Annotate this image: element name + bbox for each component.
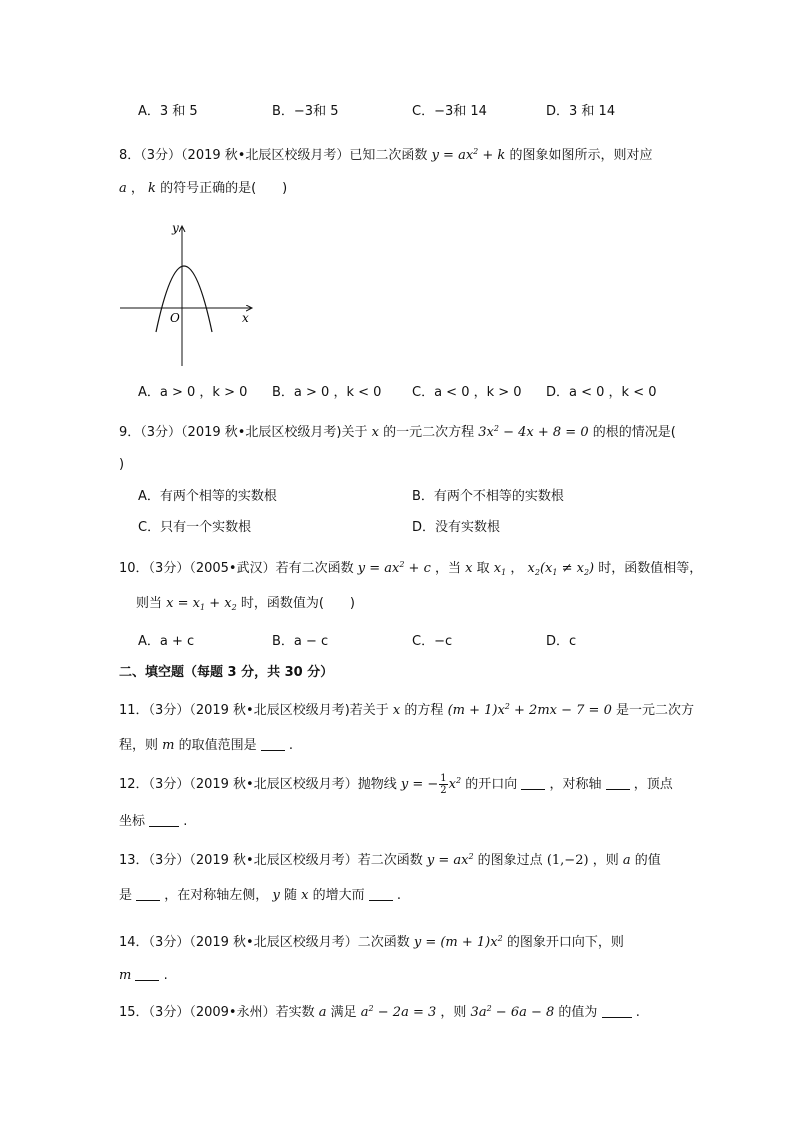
- q7-option-a: A．3 和 5: [138, 104, 198, 119]
- q8-option-c: C．a < 0 ，k > 0: [412, 385, 522, 400]
- q10-option-c: C．−c: [412, 634, 453, 649]
- answer-blank: [606, 777, 630, 790]
- q8-parabola-figure: [112, 212, 262, 372]
- q9-option-c: C．只有一个实数根: [138, 520, 252, 535]
- q9-line-1: 9．（3分）（2019 秋•北辰区校级月考)关于 x 的一元二次方程 $3x^2 - 4x + 8 = 0$ 的根的情况是(: [119, 424, 676, 440]
- q10-line-1: 10．（3分）（2005•武汉）若有二次函数 $y = ax^2 + c$ ，当 x 取 $x_1$ ， $x_2(x_1 \ne x_2)$ 时，函数值相等，: [119, 560, 703, 577]
- answer-blank: [369, 888, 393, 901]
- y-axis-label: y: [172, 221, 179, 235]
- section-2-heading: 二、填空题（每题 3 分，共 30 分）: [119, 665, 334, 680]
- q12-line-1: 12．（3分）（2019 秋•北辰区校级月考）抛物线 y = − $\frac{1}{2}$ $x^2$ 的开口向 ，对称轴 ，顶点: [119, 773, 673, 796]
- q10-line-2: 则当 $x = x_1 + x_2$ 时，函数值为( ): [136, 596, 355, 612]
- q9-option-d: D．没有实数根: [412, 520, 501, 535]
- q8-option-d: D．a < 0 ，k < 0: [546, 385, 657, 400]
- q15-line-1: 15．（3分）（2009•永州）若实数 a 满足 $a^2 - 2a = 3$ ，则 $3a^2 - 6a - 8$ 的值为 .: [119, 1004, 640, 1020]
- answer-blank: [521, 777, 545, 790]
- x-axis-label: x: [242, 311, 249, 325]
- q9-option-a: A．有两个相等的实数根: [138, 489, 277, 504]
- q10-option-d: D．c: [546, 634, 577, 649]
- q8-option-a: A．a > 0 ，k > 0: [138, 385, 248, 400]
- answer-blank: [136, 888, 160, 901]
- q10-option-b: B．a − c: [272, 634, 329, 649]
- q13-line-1: 13．（3分）（2019 秋•北辰区校级月考）若二次函数 $y = ax^2$ 的图象过点 (1,−2) ，则 a 的值: [119, 852, 661, 868]
- q10-option-a: A．a + c: [138, 634, 195, 649]
- q8-line-2: a ， k 的符号正确的是( ): [119, 181, 288, 196]
- q8-function: $y = ax^2 + k$: [431, 147, 506, 163]
- q8-option-b: B．a > 0 ，k < 0: [272, 385, 382, 400]
- origin-label: O: [170, 311, 180, 325]
- q7-option-b: B．−3和 5: [272, 104, 339, 119]
- parabola-curve: [156, 266, 212, 332]
- q9-line-2: ): [119, 457, 125, 472]
- answer-blank: [135, 968, 159, 981]
- answer-blank: [602, 1005, 632, 1018]
- q8-line-1: 8．（3分）（2019 秋•北辰区校级月考）已知二次函数 $y = ax^2 + k$ 的图象如图所示，则对应: [119, 147, 653, 163]
- q7-option-c: C．−3和 14: [412, 104, 487, 119]
- q9-option-b: B．有两个不相等的实数根: [412, 489, 564, 504]
- q14-line-2: m .: [119, 968, 168, 983]
- q9-equation: $3x^2 - 4x + 8 = 0$: [478, 424, 589, 440]
- answer-blank: [149, 814, 179, 827]
- q14-line-1: 14．（3分）（2019 秋•北辰区校级月考）二次函数 $y = (m + 1)x^2$ 的图象开口向下，则: [119, 934, 624, 950]
- q7-option-d: D．3 和 14: [546, 104, 616, 119]
- q11-line-2: 程，则 m 的取值范围是 .: [119, 738, 294, 753]
- q13-line-2: 是 ，在对称轴左侧， y 随 x 的增大而 .: [119, 888, 402, 903]
- answer-blank: [261, 738, 285, 751]
- q11-line-1: 11．（3分）（2019 秋•北辰区校级月考)若关于 x 的方程 $(m + 1)x^2 + 2mx - 7 = 0$ 是一元二次方: [119, 702, 694, 718]
- q12-line-2: 坐标 .: [119, 814, 188, 829]
